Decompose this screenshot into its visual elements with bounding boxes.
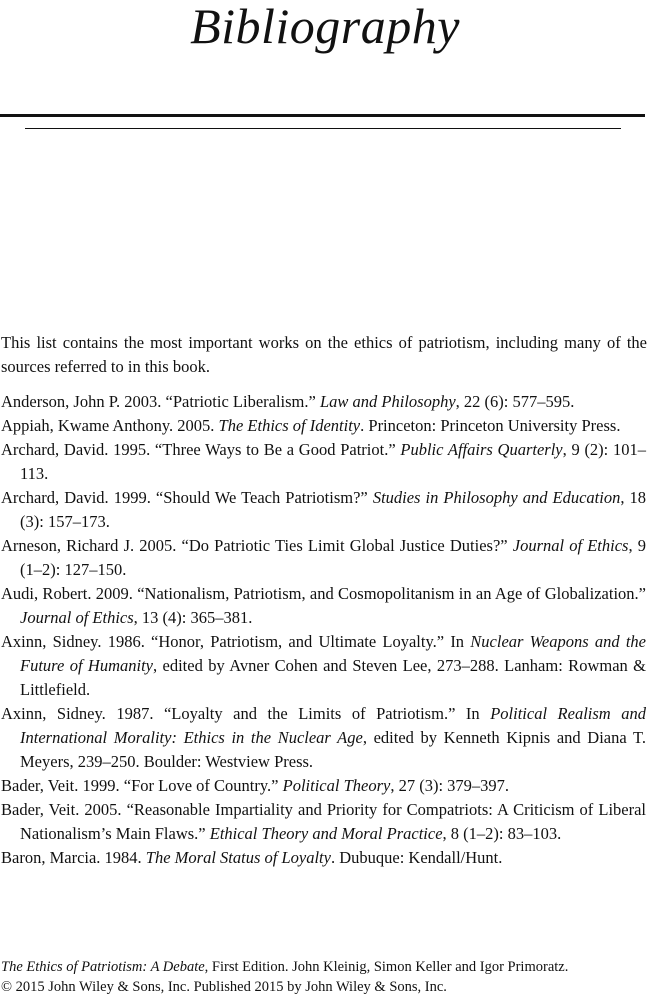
intro-paragraph: This list contains the most important works on the ethics of patriotism, including many of the sources referred to in this book. xyxy=(1,333,647,376)
reference-entry: Bader, Veit. 2005. “Reasonable Impartiality and Priority for Compatriots: A Criticism of Liberal Nationalism’s Main Flaws.” Ethical Theory and Moral Practice, 8 (1–2): 83–103. xyxy=(1,800,646,843)
reference-entry: Anderson, John P. 2003. “Patriotic Liberalism.” Law and Philosophy, 22 (6): 577–595. xyxy=(1,392,575,411)
reference-entry: Appiah, Kwame Anthony. 2005. The Ethics of Identity. Princeton: Princeton University Press. xyxy=(1,416,621,435)
footer-line-2: © 2015 John Wiley & Sons, Inc. Published 2015 by John Wiley & Sons, Inc. xyxy=(1,979,447,995)
copyright-footer xyxy=(1,957,647,997)
reference-entry: Archard, David. 1995. “Three Ways to Be a Good Patriot.” Public Affairs Quarterly, 9 (2): 101–113. xyxy=(1,440,646,483)
reference-entry: Arneson, Richard J. 2005. “Do Patriotic Ties Limit Global Justice Duties?” Journal of Ethics, 9 (1–2): 127–150. xyxy=(1,536,646,579)
footer-book-title: The Ethics of Patriotism: A Debate xyxy=(1,959,205,975)
reference-entry: Axinn, Sidney. 1986. “Honor, Patriotism, and Ultimate Loyalty.” In Nuclear Weapons and the Future of Humanity, edited by Avner Cohen and Steven Lee, 273–288. Lanham: Rowman & Littlefield. xyxy=(1,632,646,699)
footer-line-1: The Ethics of Patriotism: A Debate, First Edition. John Kleinig, Simon Keller and Igor Primoratz. xyxy=(1,959,569,975)
reference-entry: Audi, Robert. 2009. “Nationalism, Patriotism, and Cosmopolitanism in an Age of Globalization.” Journal of Ethics, 13 (4): 365–381. xyxy=(1,584,646,627)
reference-entry: Archard, David. 1999. “Should We Teach Patriotism?” Studies in Philosophy and Education, 18 (3): 157–173. xyxy=(1,488,647,531)
title-rule-thick xyxy=(0,114,645,117)
reference-entry: Baron, Marcia. 1984. The Moral Status of Loyalty. Dubuque: Kendall/Hunt. xyxy=(1,848,503,867)
title-rule-thin xyxy=(25,128,621,129)
reference-list xyxy=(1,390,646,870)
reference-entry: Bader, Veit. 1999. “For Love of Country.” Political Theory, 27 (3): 379–397. xyxy=(1,776,510,795)
page-title: Bibliography xyxy=(190,0,460,54)
reference-entry: Axinn, Sidney. 1987. “Loyalty and the Limits of Patriotism.” In Political Realism and International Morality: Ethics in the Nuclear Age, edited by Kenneth Kipnis and Diana T. Meyers, 239–250. Boulder: Westview Press. xyxy=(1,704,646,771)
